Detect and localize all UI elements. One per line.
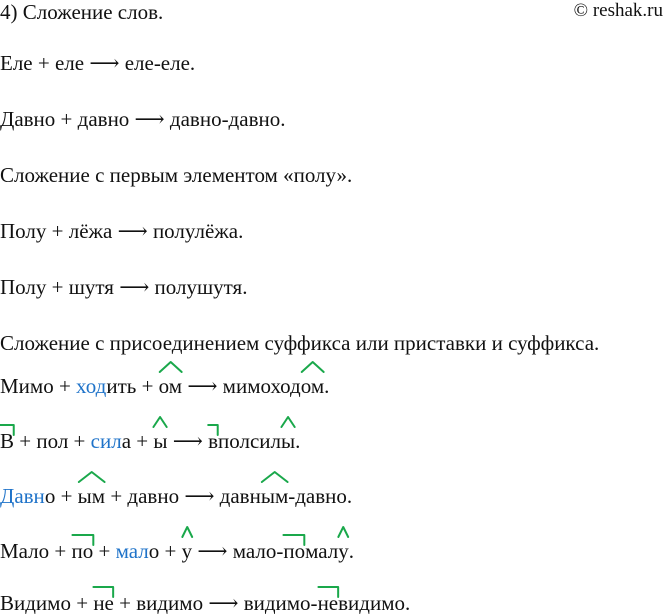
section-heading-suffix: Сложение с присоединением суффикса или приставки и суффикса.: [0, 331, 600, 355]
example-malo-pomalu: [0, 539, 354, 563]
example-davnym-davno: [0, 484, 352, 508]
text-part: Мимо +: [0, 374, 77, 398]
prefix-bracket-icon: [93, 586, 114, 598]
text-part: мал: [305, 539, 339, 563]
prefix-bracket-icon: [318, 586, 339, 598]
prefix-mark: не: [318, 591, 339, 615]
suffix-mark: ом: [301, 374, 324, 398]
suffix-arc-icon: [301, 361, 324, 373]
suffix-mark: ом: [159, 374, 182, 398]
suffix-mark: ы: [153, 429, 167, 453]
prefix-bracket-icon: [283, 534, 305, 546]
text-part: +: [93, 539, 116, 563]
text-part: + пол +: [14, 429, 91, 453]
line-ele: Еле + еле ⟶ еле-еле.: [0, 51, 196, 75]
text-part: о +: [148, 539, 182, 563]
text-part: Видимо +: [0, 591, 94, 615]
text-part: + давно ⟶ давн: [105, 484, 261, 508]
suffix-arc-icon: [182, 526, 193, 538]
prefix-mark: в: [208, 429, 218, 453]
watermark: © reshak.ru: [573, 0, 663, 21]
prefix-bracket-icon: [0, 424, 14, 436]
line-davno: Давно + давно ⟶ давно-давно.: [0, 107, 286, 131]
text-part: о +: [44, 484, 78, 508]
task-title: 4) Сложение слов.: [0, 0, 164, 24]
prefix-mark: по: [283, 539, 305, 563]
prefix-bracket-icon: [72, 534, 94, 546]
suffix-arc-icon: [78, 471, 105, 483]
prefix-mark: не: [93, 591, 114, 615]
text-part: ⟶ мимоход: [182, 374, 301, 398]
text-part: .: [324, 374, 330, 398]
suffix-mark: ым: [78, 484, 105, 508]
suffix-arc-icon: [261, 471, 288, 483]
example-mimohodom: [0, 374, 329, 398]
root-highlight: Давн: [0, 484, 45, 508]
text-part: -давно.: [288, 484, 353, 508]
text-part: .: [295, 429, 301, 453]
text-part: ⟶ мало-: [192, 539, 284, 563]
root-highlight: сил: [90, 429, 122, 453]
prefix-mark: по: [72, 539, 94, 563]
prefix-mark: В: [0, 429, 14, 453]
text-part: а +: [121, 429, 154, 453]
text-part: ить +: [106, 374, 159, 398]
suffix-mark: у: [182, 539, 193, 563]
prefix-bracket-icon: [208, 424, 218, 436]
example-vpolsily: [0, 429, 300, 453]
text-part: видимо.: [338, 591, 411, 615]
text-part: .: [348, 539, 354, 563]
suffix-arc-icon: [153, 416, 167, 428]
suffix-arc-icon: [159, 361, 182, 373]
text-part: ⟶: [167, 429, 209, 453]
suffix-arc-icon: [338, 526, 349, 538]
text-part: Мало +: [0, 539, 72, 563]
text-part: + видимо ⟶ видимо-: [113, 591, 318, 615]
suffix-mark: у: [338, 539, 349, 563]
example-vidimo-nevidimo: [0, 591, 410, 615]
suffix-mark: ым: [261, 484, 288, 508]
root-highlight: ход: [76, 374, 107, 398]
line-polulezha: Полу + лёжа ⟶ полулёжа.: [0, 219, 244, 243]
section-heading-polu: Сложение с первым элементом «полу».: [0, 163, 353, 187]
suffix-arc-icon: [281, 416, 295, 428]
root-highlight: мал: [115, 539, 149, 563]
line-polushutya: Полу + шутя ⟶ полушутя.: [0, 275, 248, 299]
text-part: полсил: [218, 429, 281, 453]
suffix-mark: ы: [281, 429, 295, 453]
